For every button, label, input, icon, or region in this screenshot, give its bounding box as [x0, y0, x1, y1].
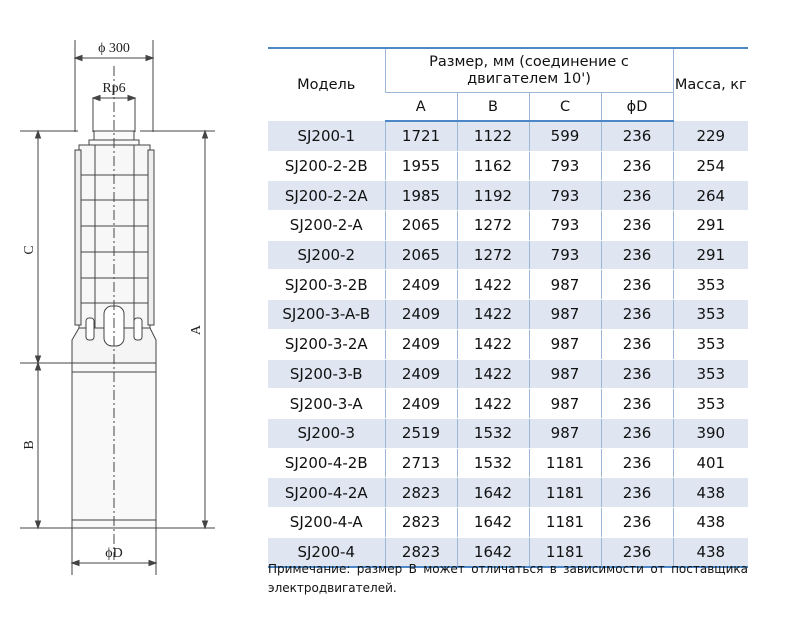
table-row — [268, 211, 748, 241]
dim-c-label: C — [22, 245, 37, 255]
c-cell: 987 — [529, 389, 601, 419]
d-cell: 236 — [601, 507, 673, 537]
d-cell: 236 — [601, 121, 673, 151]
header-d: ϕD — [601, 93, 673, 122]
d-cell: 236 — [601, 329, 673, 359]
d-cell: 236 — [601, 359, 673, 389]
model-cell: SJ200-4-A — [268, 507, 385, 537]
model-cell: SJ200-3-A-B — [268, 300, 385, 330]
model-cell: SJ200-4 — [268, 537, 385, 567]
a-cell: 2409 — [385, 329, 457, 359]
table-row — [268, 300, 748, 330]
a-cell: 2409 — [385, 359, 457, 389]
table-row — [268, 448, 748, 478]
header-mass: Масса, кг — [673, 48, 748, 121]
a-cell: 1721 — [385, 121, 457, 151]
header-b: B — [457, 93, 529, 122]
a-cell: 1985 — [385, 181, 457, 211]
mass-cell: 353 — [673, 329, 748, 359]
b-cell: 1422 — [457, 389, 529, 419]
a-cell: 2409 — [385, 270, 457, 300]
table-row — [268, 270, 748, 300]
model-cell: SJ200-4-2A — [268, 478, 385, 508]
model-cell: SJ200-2-A — [268, 211, 385, 241]
mass-cell: 264 — [673, 181, 748, 211]
b-cell: 1642 — [457, 537, 529, 567]
d-cell: 236 — [601, 300, 673, 330]
b-cell: 1532 — [457, 418, 529, 448]
mass-cell: 401 — [673, 448, 748, 478]
b-cell: 1422 — [457, 300, 529, 330]
c-cell: 987 — [529, 270, 601, 300]
table-row — [268, 507, 748, 537]
footnote: Примечание: размер B может отличаться в зависимости от поставщика электродвигателей. — [268, 562, 748, 595]
d-cell: 236 — [601, 478, 673, 508]
c-cell: 1181 — [529, 537, 601, 567]
b-cell: 1422 — [457, 359, 529, 389]
table-body — [268, 121, 748, 567]
a-cell: 2065 — [385, 240, 457, 270]
table-row — [268, 151, 748, 181]
c-cell: 987 — [529, 300, 601, 330]
table-row — [268, 329, 748, 359]
header-c: C — [529, 93, 601, 122]
a-cell: 2409 — [385, 300, 457, 330]
dimensions-table — [268, 47, 748, 568]
mass-cell: 353 — [673, 359, 748, 389]
b-cell: 1162 — [457, 151, 529, 181]
mass-cell: 254 — [673, 151, 748, 181]
dim-a-label: A — [189, 324, 204, 336]
diameter-300-label: ϕ 300 — [98, 41, 130, 56]
d-cell: 236 — [601, 418, 673, 448]
header-a: A — [385, 93, 457, 122]
pump-dimension-drawing — [0, 0, 260, 640]
c-cell: 793 — [529, 181, 601, 211]
model-cell: SJ200-3-2B — [268, 270, 385, 300]
d-cell: 236 — [601, 537, 673, 567]
a-cell: 2713 — [385, 448, 457, 478]
b-cell: 1272 — [457, 211, 529, 241]
header-size: Размер, мм (соединение с двигателем 10') — [385, 48, 673, 93]
mass-cell: 438 — [673, 478, 748, 508]
b-cell: 1422 — [457, 270, 529, 300]
model-cell: SJ200-2-2B — [268, 151, 385, 181]
c-cell: 1181 — [529, 507, 601, 537]
mass-cell: 229 — [673, 121, 748, 151]
model-cell: SJ200-3 — [268, 418, 385, 448]
b-cell: 1422 — [457, 329, 529, 359]
table-row — [268, 359, 748, 389]
c-cell: 599 — [529, 121, 601, 151]
table-row — [268, 418, 748, 448]
a-cell: 2823 — [385, 537, 457, 567]
model-cell: SJ200-3-2A — [268, 329, 385, 359]
c-cell: 793 — [529, 151, 601, 181]
d-cell: 236 — [601, 181, 673, 211]
table-row — [268, 181, 748, 211]
header-model: Модель — [268, 48, 385, 121]
mass-cell: 353 — [673, 389, 748, 419]
mass-cell: 353 — [673, 270, 748, 300]
mass-cell: 353 — [673, 300, 748, 330]
c-cell: 987 — [529, 359, 601, 389]
c-cell: 1181 — [529, 448, 601, 478]
rp6-label: Rp6 — [102, 81, 126, 96]
c-cell: 987 — [529, 418, 601, 448]
b-cell: 1122 — [457, 121, 529, 151]
a-cell: 2519 — [385, 418, 457, 448]
table-row — [268, 121, 748, 151]
b-cell: 1642 — [457, 478, 529, 508]
diameter-d-label: ϕD — [105, 546, 123, 561]
b-cell: 1642 — [457, 507, 529, 537]
d-cell: 236 — [601, 270, 673, 300]
d-cell: 236 — [601, 211, 673, 241]
d-cell: 236 — [601, 151, 673, 181]
c-cell: 793 — [529, 211, 601, 241]
model-cell: SJ200-1 — [268, 121, 385, 151]
model-cell: SJ200-3-A — [268, 389, 385, 419]
c-cell: 1181 — [529, 478, 601, 508]
model-cell: SJ200-4-2B — [268, 448, 385, 478]
model-cell: SJ200-3-B — [268, 359, 385, 389]
b-cell: 1272 — [457, 240, 529, 270]
a-cell: 2065 — [385, 211, 457, 241]
a-cell: 1955 — [385, 151, 457, 181]
c-cell: 793 — [529, 240, 601, 270]
table-row — [268, 240, 748, 270]
mass-cell: 291 — [673, 211, 748, 241]
d-cell: 236 — [601, 240, 673, 270]
mass-cell: 438 — [673, 537, 748, 567]
mass-cell: 438 — [673, 507, 748, 537]
model-cell: SJ200-2 — [268, 240, 385, 270]
c-cell: 987 — [529, 329, 601, 359]
b-cell: 1192 — [457, 181, 529, 211]
d-cell: 236 — [601, 448, 673, 478]
table-row — [268, 389, 748, 419]
b-cell: 1532 — [457, 448, 529, 478]
mass-cell: 390 — [673, 418, 748, 448]
d-cell: 236 — [601, 389, 673, 419]
a-cell: 2823 — [385, 478, 457, 508]
dim-b-label: B — [22, 440, 37, 450]
model-cell: SJ200-2-2A — [268, 181, 385, 211]
table-row — [268, 478, 748, 508]
mass-cell: 291 — [673, 240, 748, 270]
a-cell: 2823 — [385, 507, 457, 537]
a-cell: 2409 — [385, 389, 457, 419]
